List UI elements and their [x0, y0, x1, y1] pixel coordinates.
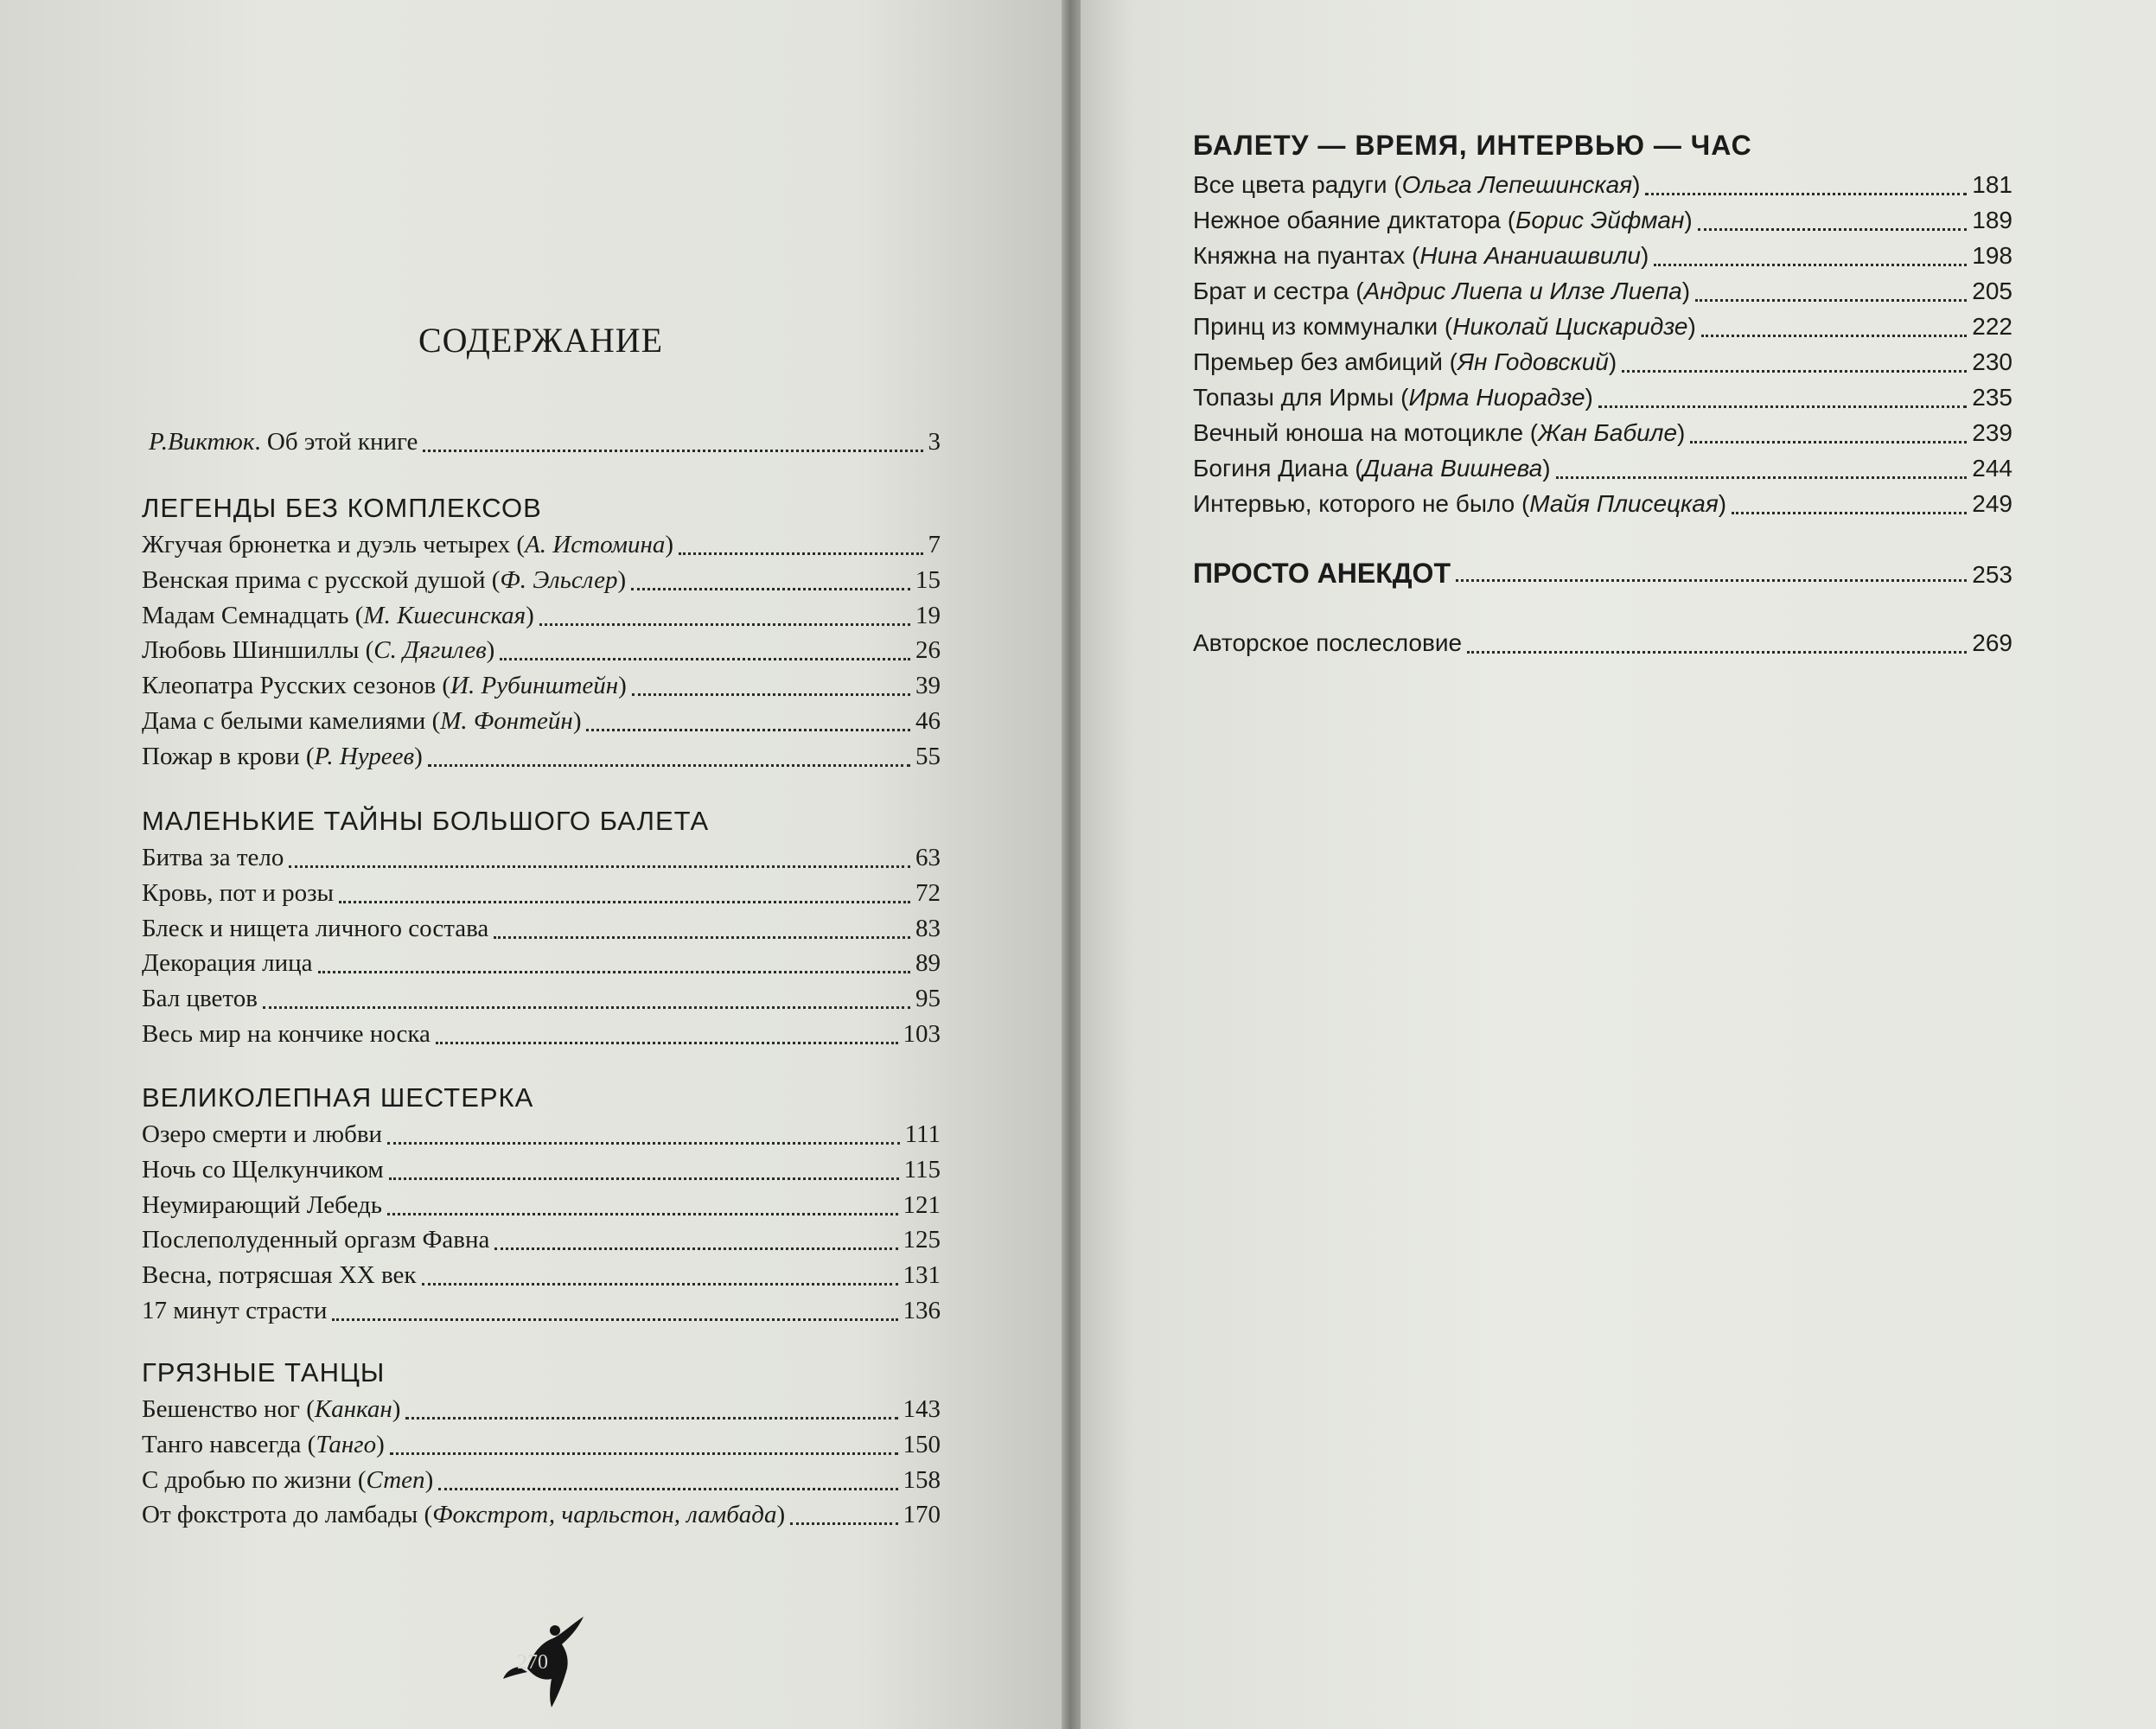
entry-title-text: Пожар в крови (: [142, 742, 315, 770]
entry-title: [142, 1501, 785, 1529]
entry-title-text: Интервью, которого не было (: [1193, 490, 1530, 517]
entry-title: [1193, 171, 1640, 199]
dot-leader: [438, 1488, 897, 1490]
entry-page: 115: [903, 1155, 941, 1184]
entry-title-text: Брат и сестра (: [1193, 278, 1364, 304]
page-number: 270: [517, 1651, 548, 1674]
entry-page: 269: [1972, 629, 2012, 656]
toc-entry: [1193, 171, 2012, 204]
dot-leader: [1732, 512, 1967, 514]
entry-close: ): [1608, 348, 1617, 375]
toc-entry: [142, 1395, 941, 1428]
entry-author: Борис Эйфман: [1515, 207, 1685, 233]
toc-entry: [142, 879, 941, 912]
section-heading: БАЛЕТУ — ВРЕМЯ, ИНТЕРВЬЮ — ЧАС: [1193, 130, 1752, 161]
dot-leader: [1654, 264, 1967, 266]
entry-title-text: Все цвета радуги (: [1193, 171, 1402, 198]
entry-author: Жан Бабиле: [1538, 419, 1678, 446]
entry-title-text: С дробью по жизни (: [142, 1465, 367, 1494]
entry-title-text: Дама с белыми камелиями (: [142, 707, 441, 735]
entry-page: 131: [903, 1261, 941, 1290]
dot-leader: [500, 658, 910, 660]
entry-page: 46: [915, 707, 941, 735]
entry-page: 239: [1972, 419, 2012, 446]
entry-title-text: Мадам Семнадцать (: [142, 601, 364, 629]
entry-page: 83: [915, 914, 941, 942]
entry-page: 125: [903, 1226, 941, 1254]
entry-page: 3: [928, 428, 941, 456]
entry-author: Диана Вишнева: [1362, 455, 1543, 482]
section-heading: МАЛЕНЬКИЕ ТАЙНЫ БОЛЬШОГО БАЛЕТА: [142, 806, 710, 836]
entry-author: М. Кшесинская: [363, 601, 526, 629]
entry-title: [142, 915, 488, 943]
entry-page: 89: [915, 949, 941, 978]
toc-entry: [142, 1226, 941, 1259]
entry-close: ): [572, 707, 582, 735]
entry-title-text: Жгучая брюнетка и дуэль четырех (: [142, 531, 526, 558]
toc-entry: [1193, 455, 2012, 488]
section-heading: ВЕЛИКОЛЕПНАЯ ШЕСТЕРКА: [142, 1082, 534, 1113]
entry-title: [142, 1156, 384, 1184]
dot-leader: [494, 1247, 897, 1250]
dot-leader: [339, 901, 910, 903]
entry-title-text: От фокстрота до ламбады (: [142, 1501, 433, 1529]
entry-title: [1193, 384, 1593, 412]
toc-entry: [142, 949, 941, 982]
dot-leader: [428, 764, 910, 767]
entry-page: 235: [1972, 384, 2012, 411]
dot-leader: [389, 1177, 899, 1180]
toc-entry: [142, 1297, 941, 1330]
toc-entry: [142, 707, 941, 740]
dot-leader: [1695, 299, 1967, 302]
entry-title: [1193, 629, 1462, 657]
dot-leader: [332, 1318, 897, 1321]
entry-title: [142, 1297, 327, 1325]
entry-close: ): [1640, 242, 1649, 269]
entry-title: [142, 879, 334, 908]
entry-close: ): [414, 742, 423, 770]
entry-close: ): [1677, 419, 1686, 446]
entry-page: 158: [903, 1465, 941, 1494]
toc-entry: [1193, 242, 2012, 275]
contents-title: СОДЕРЖАНИЕ: [418, 321, 664, 360]
entry-title-text: Клеопатра Русских сезонов (: [142, 672, 451, 700]
entry-title-text: Ночь со Щелкунчиком: [142, 1155, 384, 1184]
entry-title: [1193, 455, 1551, 482]
ballerina-logo: [501, 1608, 596, 1712]
entry-title: [142, 672, 627, 700]
entry-page: 230: [1972, 348, 2012, 375]
entry-title-text: Нежное обаяние диктатора (: [1193, 207, 1516, 233]
toc-entry: [142, 1120, 941, 1153]
entry-close: ): [1585, 384, 1593, 411]
entry-author: Р.Виктюк: [149, 428, 255, 456]
entry-page: 15: [915, 565, 941, 594]
toc-entry: [142, 1261, 941, 1294]
entry-page: 205: [1972, 278, 2012, 304]
dot-leader: [423, 450, 922, 452]
entry-author: Степ: [366, 1465, 425, 1494]
entry-title-text: Кровь, пот и розы: [142, 878, 335, 907]
entry-title: [1193, 348, 1617, 376]
entry-title: ПРОСТО АНЕКДОТ: [1193, 558, 1451, 589]
entry-title: [142, 1395, 400, 1424]
dot-leader: [1598, 405, 1967, 408]
entry-title-text: Бал цветов: [142, 985, 258, 1013]
toc-entry: [142, 844, 941, 877]
entry-title: [142, 1020, 431, 1049]
entry-close: ): [1632, 171, 1641, 198]
toc-entry: [142, 602, 941, 635]
entry-close: ): [1542, 455, 1551, 482]
toc-entry: [142, 566, 941, 599]
dot-leader: [1690, 441, 1967, 443]
entry-title-text: Весь мир на кончике носка: [142, 1020, 431, 1048]
toc-entry: [142, 1466, 941, 1499]
entry-title-text: Княжна на пуантах (: [1193, 242, 1420, 269]
entry-close: ): [392, 1395, 401, 1423]
entry-author: Николай Цискаридзе: [1452, 313, 1688, 340]
entry-author: М. Фонтейн: [440, 707, 573, 735]
entry-title: [142, 1466, 433, 1495]
entry-close: ): [376, 1430, 385, 1458]
toc-entry: [1193, 278, 2012, 310]
entry-title-text: Авторское послесловие: [1193, 629, 1463, 656]
dot-leader: [631, 588, 910, 590]
entry-title-text: Декорация лица: [142, 949, 313, 978]
entry-author: Ф. Эльслер: [500, 565, 618, 594]
toc-entry: [142, 915, 941, 947]
entry-title-text: Премьер без амбиций (: [1193, 348, 1458, 375]
entry-page: 63: [915, 844, 941, 871]
toc-entry: [142, 531, 941, 564]
entry-author: И. Рубинштейн: [450, 672, 619, 700]
dot-leader: [539, 623, 910, 626]
section-heading: ГРЯЗНЫЕ ТАНЦЫ: [142, 1357, 386, 1388]
entry-author: А. Истомина: [525, 531, 666, 558]
dot-leader: [632, 693, 910, 696]
dot-leader: [387, 1213, 898, 1215]
entry-close: ): [1681, 278, 1691, 304]
entry-page: 55: [915, 742, 941, 770]
dot-leader: [387, 1142, 900, 1145]
entry-close: ): [424, 1465, 434, 1494]
entry-title: [142, 1120, 382, 1149]
entry-author: Фокстрот, чарльстон, ламбада: [432, 1501, 777, 1529]
entry-author: Ян Годовский: [1457, 348, 1609, 375]
entry-title: [142, 949, 313, 978]
entry-title-text: Битва за тело: [142, 844, 284, 871]
dot-leader: [679, 552, 922, 555]
entry-page: 39: [915, 672, 941, 700]
dot-leader: [494, 936, 910, 939]
toc-entry: [142, 1501, 941, 1534]
entry-title: [1193, 419, 1685, 447]
toc-entry: [142, 985, 941, 1018]
toc-entry: [142, 636, 941, 669]
entry-title: [1193, 278, 1690, 305]
entry-title-text: Любовь Шиншиллы (: [142, 636, 374, 665]
toc-entry: [142, 1431, 941, 1464]
entry-close: ): [776, 1501, 786, 1529]
entry-page: 7: [928, 531, 941, 558]
entry-title: [142, 707, 581, 736]
entry-close: ): [617, 565, 627, 594]
entry-title-text: Озеро смерти и любви: [142, 1120, 383, 1148]
dot-leader: [318, 971, 910, 973]
dot-leader: [586, 729, 910, 731]
entry-close: ): [665, 531, 674, 558]
dot-leader: [289, 865, 910, 868]
entry-title: [142, 1261, 417, 1290]
dot-leader: [1698, 228, 1968, 231]
entry-title: [1193, 242, 1649, 270]
dot-leader: [790, 1522, 897, 1525]
entry-title: [142, 1431, 385, 1459]
entry-page: 72: [915, 878, 941, 907]
entry-title-text: Послеполуденный оргазм Фавна: [142, 1226, 490, 1254]
entry-title: [142, 1226, 489, 1254]
entry-page: 143: [903, 1395, 941, 1423]
entry-author: Ирма Ниорадзе: [1408, 384, 1585, 411]
toc-entry: [1193, 207, 2012, 239]
toc-entry: [1193, 419, 2012, 452]
entry-close: ): [1684, 207, 1693, 233]
entry-title-text: Бешенство ног (: [142, 1395, 315, 1423]
toc-entry: [1193, 490, 2012, 523]
entry-title-text: Топазы для Ирмы (: [1193, 384, 1409, 411]
entry-author: Танго: [316, 1430, 377, 1458]
toc-entry: [1193, 384, 2012, 417]
entry-page: 121: [903, 1190, 941, 1219]
entry-title: [149, 428, 418, 456]
dot-leader: [263, 1006, 910, 1009]
entry-page: 95: [915, 985, 941, 1013]
toc-entry: [1193, 348, 2012, 381]
entry-author: Майя Плисецкая: [1529, 490, 1719, 517]
dot-leader: [422, 1283, 898, 1286]
entry-title: [1193, 207, 1693, 234]
entry-title: [142, 844, 284, 872]
toc-entry: [1193, 313, 2012, 346]
entry-title: [1193, 313, 1696, 341]
dot-leader: [1467, 651, 1967, 654]
entry-close: ): [486, 636, 495, 665]
entry-title-text: Танго навсегда (: [142, 1430, 316, 1458]
entry-title-text: Неумирающий Лебедь: [142, 1190, 382, 1219]
toc-entry: [142, 672, 941, 705]
entry-page: 198: [1972, 242, 2012, 269]
dot-leader: [436, 1042, 898, 1044]
entry-page: 150: [903, 1430, 941, 1458]
entry-title: [142, 636, 494, 665]
entry-author: Андрис Лиепа и Илзе Лиепа: [1363, 278, 1682, 304]
entry-title: [142, 602, 534, 630]
entry-title: [142, 743, 423, 771]
book-gutter: [1062, 0, 1081, 1729]
entry-title: [142, 985, 258, 1013]
entry-page: 189: [1972, 207, 2012, 233]
entry-close: ): [1687, 313, 1696, 340]
entry-page: 136: [903, 1297, 941, 1324]
entry-title-text: Весна, потрясшая XX век: [142, 1261, 417, 1290]
toc-entry-intro: [149, 428, 941, 461]
entry-title: [142, 566, 626, 595]
entry-title-text: Вечный юноша на мотоцикле (: [1193, 419, 1539, 446]
section-heading: ЛЕГЕНДЫ БЕЗ КОМПЛЕКСОВ: [142, 493, 542, 523]
entry-page: 26: [915, 636, 941, 665]
dot-leader: [405, 1417, 897, 1420]
entry-title-text: Принц из коммуналки (: [1193, 313, 1453, 340]
entry-page: 244: [1972, 455, 2012, 482]
entry-title-text: . Об этой книге: [254, 428, 418, 456]
entry-author: С. Дягилев: [373, 636, 487, 665]
entry-page: 103: [903, 1020, 941, 1048]
entry-author: Канкан: [314, 1395, 392, 1423]
entry-author: Ольга Лепешинская: [1401, 171, 1633, 198]
entry-title-text: Венская прима с русской душой (: [142, 565, 501, 594]
entry-page: 253: [1972, 561, 2012, 588]
entry-page: 222: [1972, 313, 2012, 340]
entry-close: ): [526, 601, 534, 629]
entry-author: Р. Нуреев: [314, 742, 415, 770]
entry-page: 181: [1972, 171, 2012, 198]
entry-title: [142, 531, 673, 559]
dot-leader: [1556, 476, 1968, 479]
entry-author: Нина Ананиашвили: [1419, 242, 1641, 269]
entry-page: 111: [904, 1120, 941, 1148]
dot-leader: [1701, 335, 1967, 337]
entry-page: 249: [1972, 490, 2012, 517]
dot-leader: [390, 1452, 898, 1455]
dot-leader: [1456, 579, 1967, 582]
entry-title-text: Блеск и нищета личного состава: [142, 914, 489, 942]
dot-leader: [1622, 370, 1967, 373]
entry-page: 19: [915, 601, 941, 629]
entry-title-text: 17 минут страсти: [142, 1297, 328, 1324]
entry-title-text: Богиня Диана (: [1193, 455, 1363, 482]
toc-entry: [142, 1191, 941, 1224]
entry-title: [142, 1191, 382, 1220]
toc-entry: [1193, 629, 2012, 662]
toc-entry: [142, 743, 941, 775]
entry-page: 170: [903, 1501, 941, 1529]
entry-close: ): [1718, 490, 1727, 517]
toc-entry-anecdote: [1193, 558, 2012, 590]
toc-entry: [142, 1156, 941, 1189]
toc-entry: [142, 1020, 941, 1053]
entry-close: ): [618, 672, 627, 700]
entry-title: [1193, 490, 1726, 518]
dot-leader: [1645, 193, 1967, 195]
